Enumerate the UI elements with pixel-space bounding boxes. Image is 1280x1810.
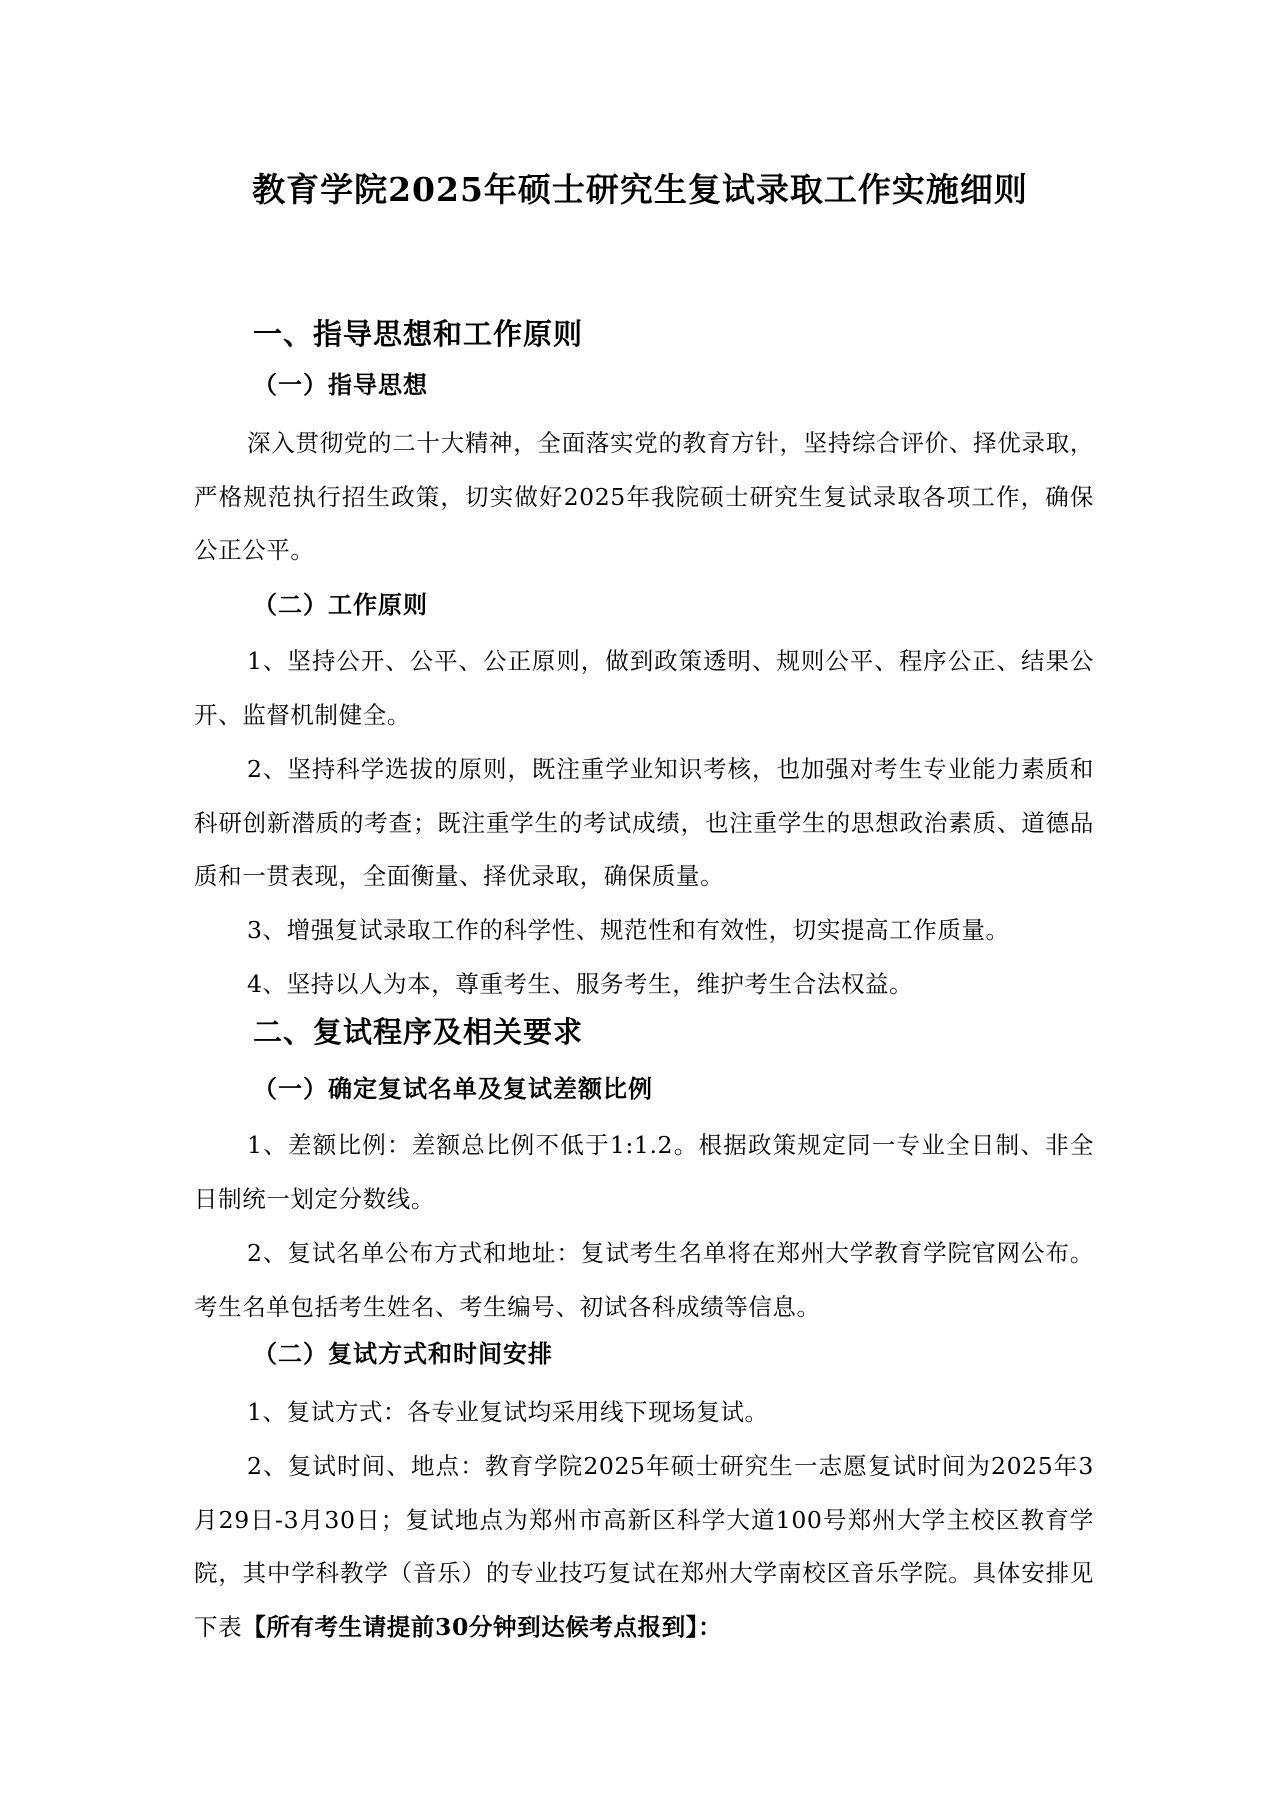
retest-method-item-1: 1、复试方式：各专业复试均采用线下现场复试。 [247, 1398, 769, 1426]
paragraph-guiding-thought: 深入贯彻党的二十大精神，全面落实党的教育方针，坚持综合评价、择优录取，严格规范执行招生政策，切实做好2025年我院硕士研究生复试录取各项工作，确保公正公平。 [194, 429, 1094, 564]
principle-item-3: 3、增强复试录取工作的科学性、规范性和有效性，切实提高工作质量。 [247, 916, 1010, 944]
document-title: 教育学院2025年硕士研究生复试录取工作实施细则 [252, 170, 1028, 209]
principle-item-2: 2、坚持科学选拔的原则，既注重学业知识考核，也加强对考生专业能力素质和科研创新潜质的考查；既注重学生的考试成绩，也注重学生的思想政治素质、道德品质和一贯表现，全面衡量、择优录取，确保质量。 [194, 755, 1094, 890]
section-heading-retest-procedure: 二、复试程序及相关要求 [253, 1015, 584, 1049]
retest-list-item-2: 2、复试名单公布方式和地址：复试考生名单将在郑州大学教育学院官网公布。考生名单包括考生姓名、考生编号、初试各科成绩等信息。 [194, 1239, 1094, 1321]
subsection-heading-work-principles: （二）工作原则 [253, 590, 428, 619]
section-heading-guiding-principles: 一、指导思想和工作原则 [253, 317, 584, 351]
retest-time-place-item-2 [194, 1440, 1094, 1654]
retest-list-item-1: 1、差额比例：差额总比例不低于1:1.2。根据政策规定同一专业全日制、非全日制统一划定分数线。 [194, 1131, 1094, 1213]
principle-item-4: 4、坚持以人为本，尊重考生、服务考生，维护考生合法权益。 [247, 970, 914, 998]
subsection-heading-retest-method: （二）复试方式和时间安排 [253, 1339, 553, 1368]
principle-item-1: 1、坚持公开、公平、公正原则，做到政策透明、规则公平、程序公正、结果公开、监督机制健全。 [194, 647, 1094, 729]
retest-arrival-notice: 【所有考生请提前30分钟到达候考点报到】： [242, 1612, 723, 1641]
subsection-heading-retest-list: （一）确定复试名单及复试差额比例 [253, 1074, 653, 1103]
retest-time-place-text: 2、复试时间、地点：教育学院2025年硕士研究生一志愿复试时间为2025年3月29日-3月30日；复试地点为郑州市高新区科学大道100号郑州大学主校区教育学院，其中学科教学（音乐）的专业技巧复试在郑州大学南校区音乐学院。具体安排见下表 [194, 1452, 1094, 1641]
subsection-heading-guiding-thought: （一）指导思想 [253, 370, 428, 399]
